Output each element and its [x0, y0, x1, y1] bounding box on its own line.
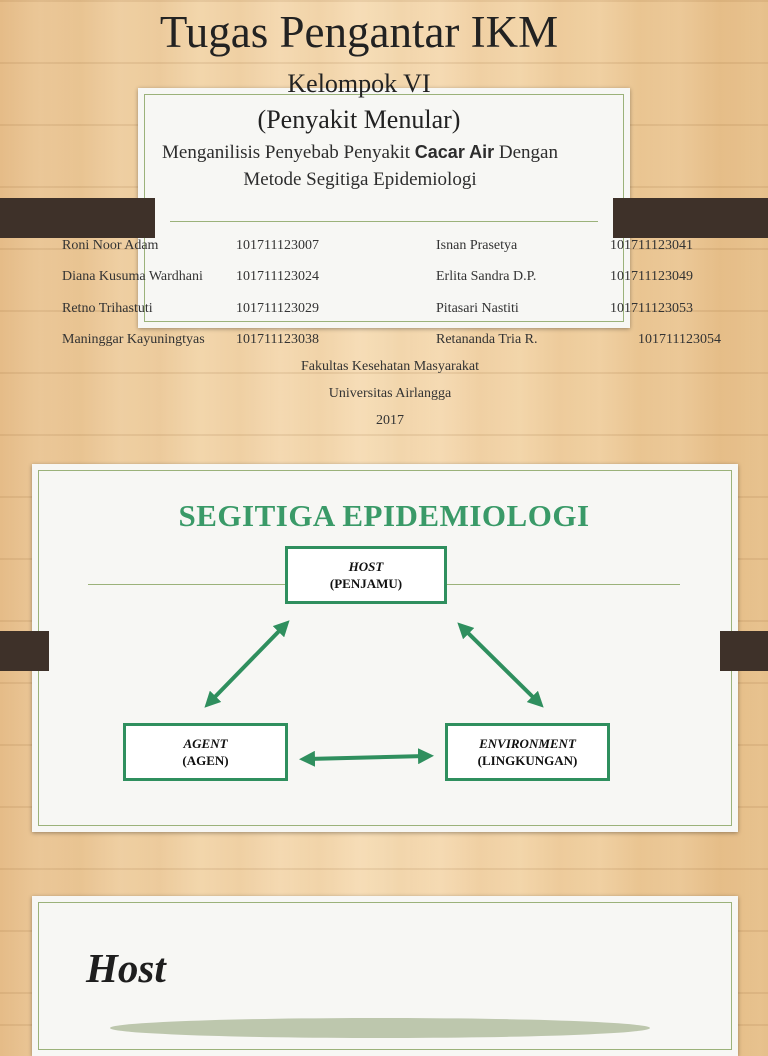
agent-box [123, 723, 288, 781]
title-slide [0, 0, 768, 440]
year-label: 2017 [376, 413, 404, 428]
host-translation: (PENJAMU) [329, 575, 403, 591]
host-heading: Host [86, 945, 166, 991]
member-name: Maninggar Kayuningtyas [62, 332, 205, 347]
agent-environment-arrow [307, 756, 426, 759]
right-tab-decoration [613, 198, 768, 238]
member-name: Retananda Tria R. [436, 332, 538, 347]
member-nim: 101711123029 [236, 301, 319, 316]
subtitle [110, 140, 610, 193]
decorative-shape [110, 1018, 650, 1038]
group-label: Kelompok VI [287, 69, 431, 98]
environment-box [445, 723, 610, 781]
host-term: HOST [348, 559, 384, 574]
member-nim: 101711123041 [610, 238, 693, 253]
faculty-label: Fakultas Kesehatan Masyarakat [300, 359, 480, 374]
host-slide [0, 882, 768, 1024]
host-box [285, 546, 447, 604]
presentation-title: Tugas Pengantar IKM [159, 7, 559, 57]
member-nim: 101711123024 [236, 269, 319, 284]
epidemiology-triangle-slide [0, 448, 768, 858]
member-nim: 101711123053 [610, 301, 693, 316]
disease-name: Cacar Air [414, 142, 495, 162]
member-name: Diana Kusuma Wardhani [62, 269, 203, 284]
member-name: Roni Noor Adam [62, 238, 159, 253]
member-name: Pitasari Nastiti [436, 301, 519, 316]
subtitle-part1: Menganilisis Penyebab Penyakit [162, 142, 415, 163]
subtitle-part2: Dengan [494, 142, 558, 163]
host-agent-arrow [210, 626, 284, 702]
member-name: Erlita Sandra D.P. [436, 269, 537, 284]
environment-translation: (LINGKUNGAN) [477, 752, 578, 768]
member-nim: 101711123038 [236, 332, 319, 347]
host-environment-arrow [463, 628, 538, 702]
university-label: Universitas Airlangga [328, 386, 452, 401]
divider-line [170, 221, 598, 222]
member-nim: 101711123049 [610, 269, 693, 284]
environment-term: ENVIRONMENT [479, 736, 576, 751]
diagram-title: SEGITIGA EPIDEMIOLOGI [178, 498, 590, 533]
left-tab-decoration [0, 198, 155, 238]
triangle-arrows [0, 448, 768, 858]
member-nim: 101711123007 [236, 238, 319, 253]
member-name: Retno Trihastuti [62, 301, 153, 316]
agent-translation: (AGEN) [182, 752, 229, 768]
agent-term: AGENT [183, 736, 228, 751]
subtitle-line2: Metode Segitiga Epidemiologi [243, 168, 477, 190]
topic-label: (Penyakit Menular) [257, 105, 461, 134]
member-nim: 101711123054 [638, 332, 721, 347]
member-name: Isnan Prasetya [436, 238, 518, 253]
